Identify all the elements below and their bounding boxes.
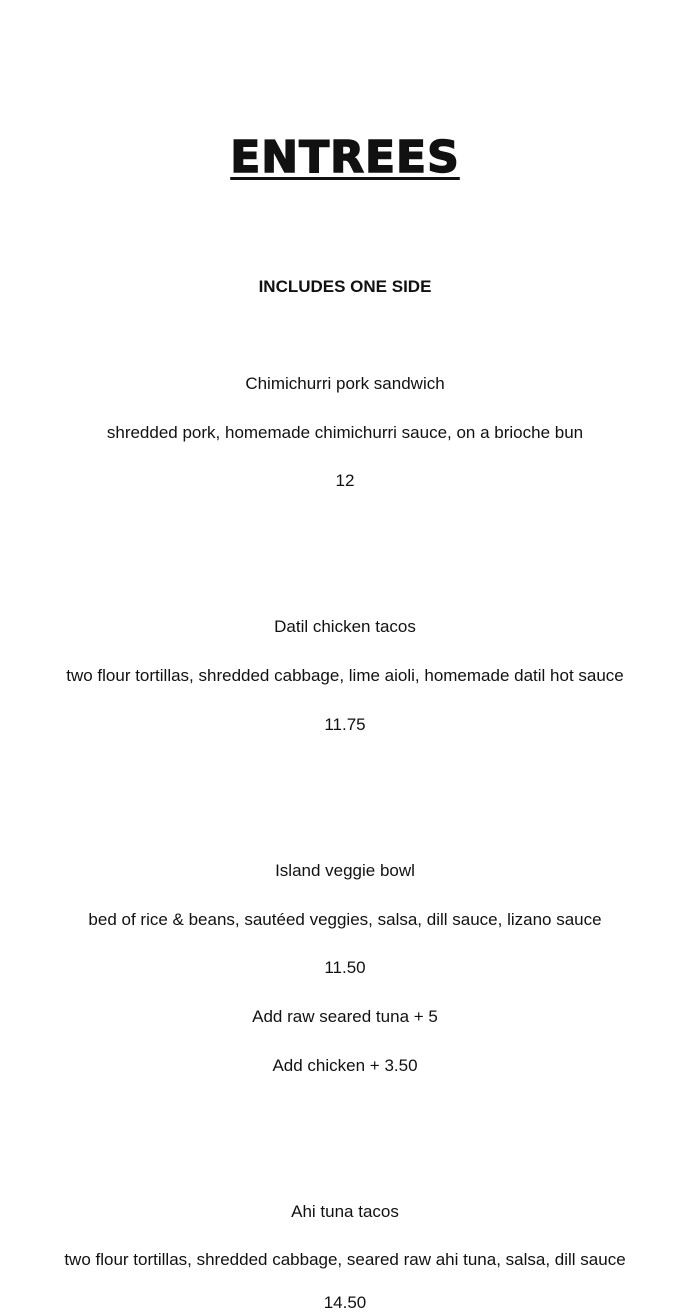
item-addon-chicken: Add chicken + 3.50: [272, 1056, 418, 1075]
item-addon-raw-seared-tuna: Add raw seared tuna + 5: [252, 1007, 438, 1026]
item-description-island-veggie-bowl: bed of rice & beans, sautéed veggies, salsa, dill sauce, lizano sauce: [88, 910, 602, 929]
item-name-datil-chicken-tacos: Datil chicken tacos: [274, 617, 416, 636]
item-price-ahi-tuna-tacos: 14.50: [323, 1293, 367, 1312]
page-title-text: ENTREES: [230, 132, 460, 183]
item-description-chimichurri-pork-sandwich: shredded pork, homemade chimichurri sauce, on a brioche bun: [106, 423, 584, 442]
item-name-chimichurri-pork-sandwich: Chimichurri pork sandwich: [245, 374, 445, 393]
item-price-datil-chicken-tacos: 11.75: [324, 715, 366, 734]
menu-subtitle: INCLUDES ONE SIDE: [258, 277, 432, 296]
item-price-chimichurri-pork-sandwich: 12: [335, 471, 355, 490]
item-description-ahi-tuna-tacos: two flour tortillas, shredded cabbage, seared raw ahi tuna, salsa, dill sauce: [64, 1250, 626, 1269]
page-title: [0, 128, 690, 188]
item-description-datil-chicken-tacos: two flour tortillas, shredded cabbage, lime aioli, homemade datil hot sauce: [66, 666, 624, 685]
item-name-island-veggie-bowl: Island veggie bowl: [275, 861, 415, 880]
item-name-ahi-tuna-tacos: Ahi tuna tacos: [291, 1202, 399, 1221]
item-price-island-veggie-bowl: 11.50: [324, 958, 366, 977]
